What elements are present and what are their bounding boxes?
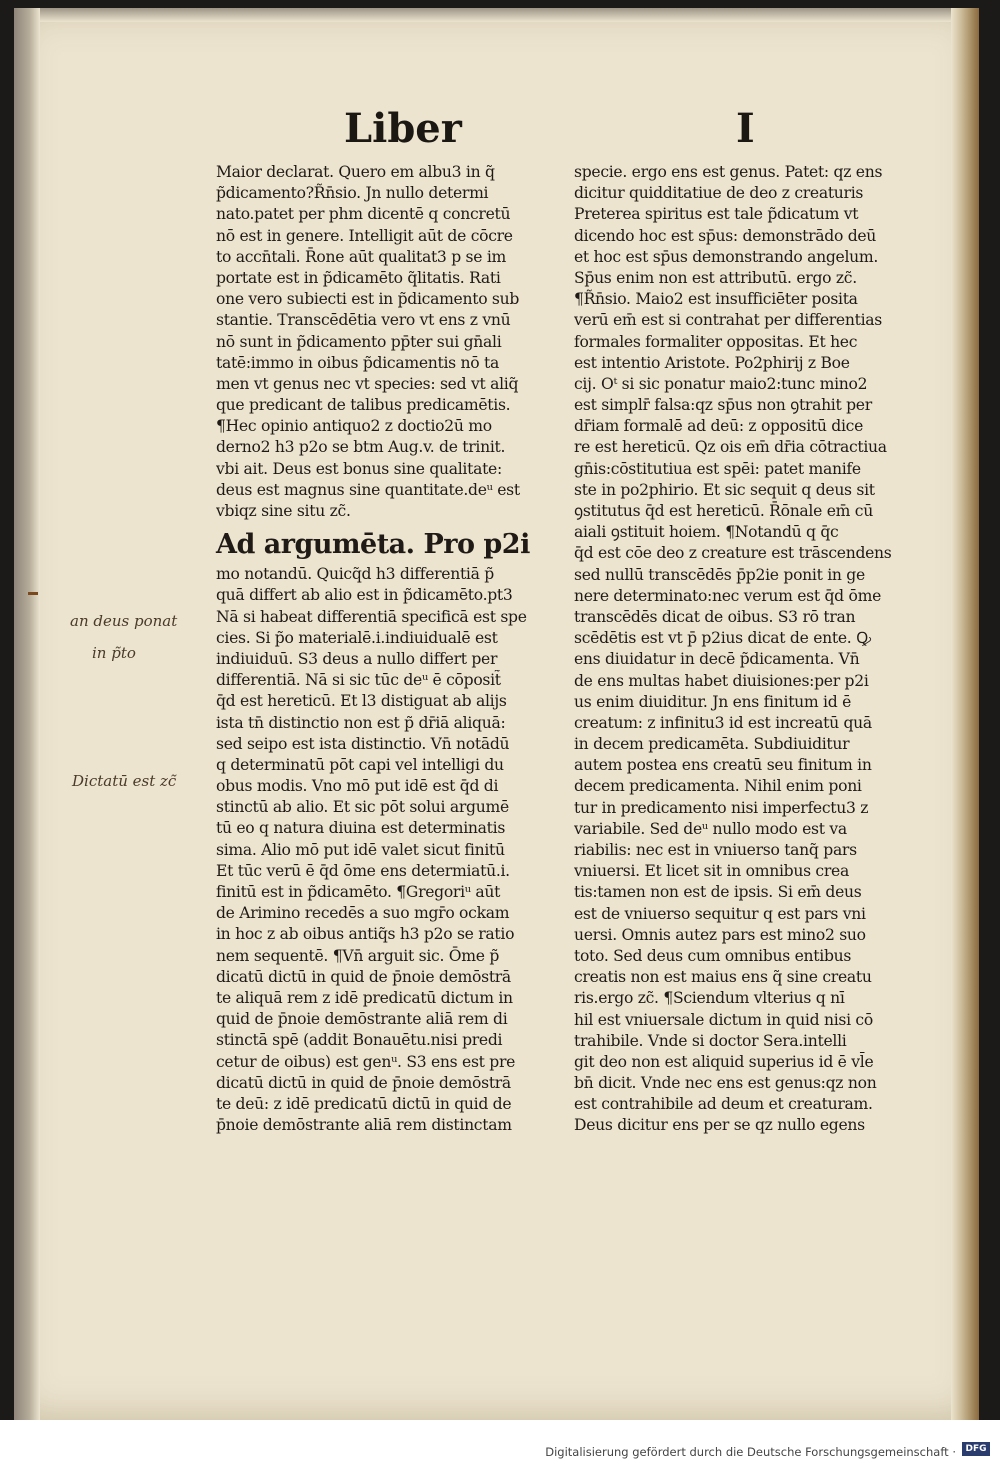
running-head-left: Liber bbox=[344, 105, 462, 152]
text-line: gn̄is:cōstitutiua est spēi: patet manife bbox=[574, 459, 861, 478]
margin-note-1b: in p̃to bbox=[92, 644, 136, 662]
text-line: de ens multas habet diuisiones:per p2i bbox=[574, 671, 869, 690]
text-line: transcēdēs dicat de oibus. S3 rō tran bbox=[574, 607, 856, 626]
text-line: Nā si habeat differentiā specificā est spe bbox=[216, 607, 527, 626]
text-line: nō est in genere. Intelligit aūt de cōcre bbox=[216, 226, 513, 245]
page-fore-edge bbox=[951, 8, 979, 1420]
text-line: aiali ꝯstituit hoiem. ¶Notandū q q̄c bbox=[574, 523, 839, 542]
text-line: obus modis. Vno mō put idē est q̄d di bbox=[216, 777, 499, 796]
text-line: us enim diuiditur. Jn ens finitum id ē bbox=[574, 692, 852, 711]
text-line: scēdētis est vt p̄ p2ius dicat de ente. Ꝙ bbox=[574, 629, 871, 648]
text-line: specie. ergo ens est genus. Patet: qz ens bbox=[574, 163, 883, 181]
text-line: tis:tamen non est de ipsis. Si em̄ deus bbox=[574, 883, 862, 902]
text-line: est contrahibile ad deum et creaturam. bbox=[574, 1095, 873, 1114]
text-line: creatum: z infinitu3 id est increatū quā bbox=[574, 713, 872, 732]
text-line: est de vniuerso sequitur q est pars vni bbox=[574, 904, 866, 923]
text-line: vbiqz sine situ zc̃. bbox=[216, 502, 351, 520]
text-line: Maior declarat. Quero em albu3 in q̃ bbox=[216, 163, 495, 181]
text-line: Deus dicitur ens per se qz nullo egens bbox=[574, 1116, 865, 1135]
text-line: nem sequentē. ¶Vn̄ arguit sic. Ōme p̃ bbox=[216, 946, 499, 965]
text-line: trahibile. Vnde si doctor Sera.intelli bbox=[574, 1031, 847, 1050]
text-line: riabilis: nec est in vniuerso tanq̃ pars bbox=[574, 841, 857, 859]
text-line: decem predicamenta. Nihil enim poni bbox=[574, 777, 862, 796]
text-line: creatis non est maius ens q̃ sine creatu bbox=[574, 968, 872, 987]
text-line: et hoc est sp̄us demonstrando angelum. bbox=[574, 247, 879, 266]
text-line: te deū: z idē predicatū dictū in quid de bbox=[216, 1094, 512, 1113]
text-line: de Arimino recedēs a suo mgr̄o ockam bbox=[216, 904, 510, 923]
running-head-right: I bbox=[736, 105, 755, 152]
text-line: cies. Si p̃o materialē.i.indiuidualē est bbox=[216, 628, 498, 647]
text-line: nō sunt in p̃dicamento pp̄ter sui gn̄ali bbox=[216, 332, 502, 351]
section-heading: Ad argumēta. Pro p2i bbox=[216, 529, 530, 561]
text-line: hil est vniuersale dictum in quid nisi cō bbox=[574, 1010, 873, 1029]
text-line: sima. Alio mō put idē valet sicut finitū bbox=[216, 840, 505, 859]
text-line: mo notandū. Quicq̃d h3 differentiā p̃ bbox=[216, 565, 494, 584]
text-line: vbi ait. Deus est bonus sine qualitate: bbox=[216, 459, 502, 478]
text-line: p̃dicamento?R̃n̄sio. Jn nullo determi bbox=[216, 184, 489, 203]
text-line: men vt genus nec vt species: sed vt aliq̃ bbox=[216, 374, 519, 393]
text-line: ꝯstitutus q̄d est hereticū. R̄ōnale em̄ cū bbox=[574, 502, 873, 520]
text-line: verū em̄ est si contrahat per differentias bbox=[574, 311, 882, 330]
text-line: in hoc z ab oibus antiq̃s h3 p2o se ratio bbox=[216, 925, 515, 944]
text-line: dicatū dictū in quid de p̄noie demōstrā bbox=[216, 967, 511, 986]
text-line: deus est magnus sine quantitate.deᵘ est bbox=[216, 480, 520, 499]
text-line: tū eo q natura diuina est determinatis bbox=[216, 819, 506, 838]
text-line: ¶R̃n̄sio. Maio2 est insufficiēter posita bbox=[574, 290, 858, 309]
text-line: Preterea spiritus est tale p̃dicatum vt bbox=[574, 205, 859, 224]
text-line: variabile. Sed deᵘ nullo modo est va bbox=[574, 819, 847, 838]
text-line: one vero subiecti est in p̃dicamento sub bbox=[216, 290, 520, 309]
text-line: nato.patet per phm dicentē q concretū bbox=[216, 205, 511, 224]
text-line: ista tn̄ distinctio non est p̃ dr̄iā aliquā: bbox=[216, 713, 506, 732]
text-line: p̄noie demōstrante aliā rem distinctam bbox=[216, 1116, 512, 1135]
text-line: stantie. Transcēdētia vero vt ens z vnū bbox=[216, 311, 511, 330]
text-line: vniuersi. Et licet sit in omnibus crea bbox=[574, 862, 849, 881]
text-line: stinctā spē (addit Bonauētu.nisi predi bbox=[216, 1031, 503, 1050]
text-line: dicendo hoc est sp̄us: demonstrādo deū bbox=[574, 226, 877, 245]
text-line: est simplr̄ falsa:qz sp̄us non ꝯtrahit per bbox=[574, 396, 872, 415]
text-line: cij. Oᵗ si sic ponatur maio2:tunc mino2 bbox=[574, 374, 868, 393]
right-column bbox=[574, 162, 936, 1137]
left-column bbox=[216, 162, 578, 1136]
text-line: git deo non est aliquid superius id ē vl̄e bbox=[574, 1052, 874, 1071]
text-line: dr̄iam formalē ad deū: z oppositū dice bbox=[574, 417, 864, 436]
text-line: finitū est in p̃dicamēto. ¶Gregoriᵘ aūt bbox=[216, 883, 501, 901]
text-line: bn̄ dicit. Vnde nec ens est genus:qz non bbox=[574, 1074, 877, 1093]
text-line: tur in predicamento nisi imperfectu3 z bbox=[574, 798, 869, 817]
text-line: autem postea ens creatū seu finitum in bbox=[574, 756, 872, 775]
text-line: q determinatū pōt capi vel intelligi du bbox=[216, 755, 504, 774]
text-line: est intentio Aristote. Po2phirij z Boe bbox=[574, 353, 850, 372]
text-line: in decem predicamēta. Subdiuiditur bbox=[574, 735, 850, 754]
page-gutter bbox=[14, 8, 40, 1420]
text-line: sed seipo est ista distinctio. Vn̄ notādū bbox=[216, 734, 510, 753]
footer-credit: Digitalisierung gefördert durch die Deutsche Forschungsgemeinschaft · bbox=[545, 1445, 956, 1459]
text-line: ris.ergo zc̃. ¶Sciendum vlterius q nī bbox=[574, 989, 845, 1008]
text-line: toto. Sed deus cum omnibus entibus bbox=[574, 946, 852, 965]
text-line: differentiā. Nā si sic tūc deᵘ ē cōposit̃ bbox=[216, 671, 501, 690]
book-page bbox=[14, 8, 979, 1420]
text-line: que predicant de talibus predicamētis. bbox=[216, 396, 511, 415]
margin-mark bbox=[28, 592, 38, 595]
page-top-edge bbox=[14, 8, 979, 22]
text-line: dicitur quidditatiue de deo z creaturis bbox=[574, 184, 864, 203]
text-line: cetur de oibus) est genᵘ. S3 ens est pre bbox=[216, 1052, 516, 1071]
text-line: uersi. Omnis autez pars est mino2 suo bbox=[574, 925, 866, 944]
text-line: tatē:immo in oibus p̃dicamentis nō ta bbox=[216, 353, 499, 372]
text-line: quid de p̄noie demōstrante aliā rem di bbox=[216, 1010, 508, 1029]
text-line: ¶Hec opinio antiquo2 z doctio2ū mo bbox=[216, 417, 492, 436]
text-line: q̄d est hereticū. Et l3 distiguat ab alijs bbox=[216, 692, 507, 711]
text-line: nere determinato:nec verum est q̄d ōme bbox=[574, 586, 882, 605]
dfg-logo: DFG bbox=[962, 1442, 990, 1456]
text-line: Sp̄us enim non est attributū. ergo zc̃. bbox=[574, 268, 857, 287]
text-line: Et tūc verū ē q̄d ōme ens determiatū.i. bbox=[216, 861, 510, 880]
text-line: stinctū ab alio. Et sic pōt solui argumē bbox=[216, 798, 509, 817]
text-line: indiuiduū. S3 deus a nullo differt per bbox=[216, 649, 498, 668]
text-line: derno2 h3 p2o se btm Aug.v. de trinit. bbox=[216, 438, 506, 457]
text-line: sed nullū transcēdēs p̄p2ie ponit in ge bbox=[574, 565, 865, 584]
text-line: re est hereticū. Qz ois em̄ dr̄ia cōtractiua bbox=[574, 438, 887, 457]
text-line: te aliquā rem z idē predicatū dictum in bbox=[216, 988, 513, 1007]
text-line: quā differt ab alio est in p̃dicamēto.pt3 bbox=[216, 586, 513, 605]
text-line: portate est in p̃dicamēto q̃litatis. Rati bbox=[216, 268, 501, 287]
text-line: formales formaliter oppositas. Et hec bbox=[574, 332, 858, 351]
text-line: ste in po2phirio. Et sic sequit q deus sit bbox=[574, 480, 875, 499]
margin-note-2: Dictatū est zc̃ bbox=[72, 772, 177, 790]
text-line: ens diuidatur in decē p̃dicamenta. Vn̄ bbox=[574, 650, 860, 669]
footer-bar bbox=[0, 1420, 1000, 1471]
text-line: q̄d est cōe deo z creature est trāscendens bbox=[574, 544, 892, 563]
text-line: to accn̄tali. R̄one aūt qualitat3 p se im bbox=[216, 247, 506, 266]
margin-note-1a: an deus ponat bbox=[70, 612, 178, 630]
text-line: dicatū dictū in quid de p̄noie demōstrā bbox=[216, 1073, 511, 1092]
